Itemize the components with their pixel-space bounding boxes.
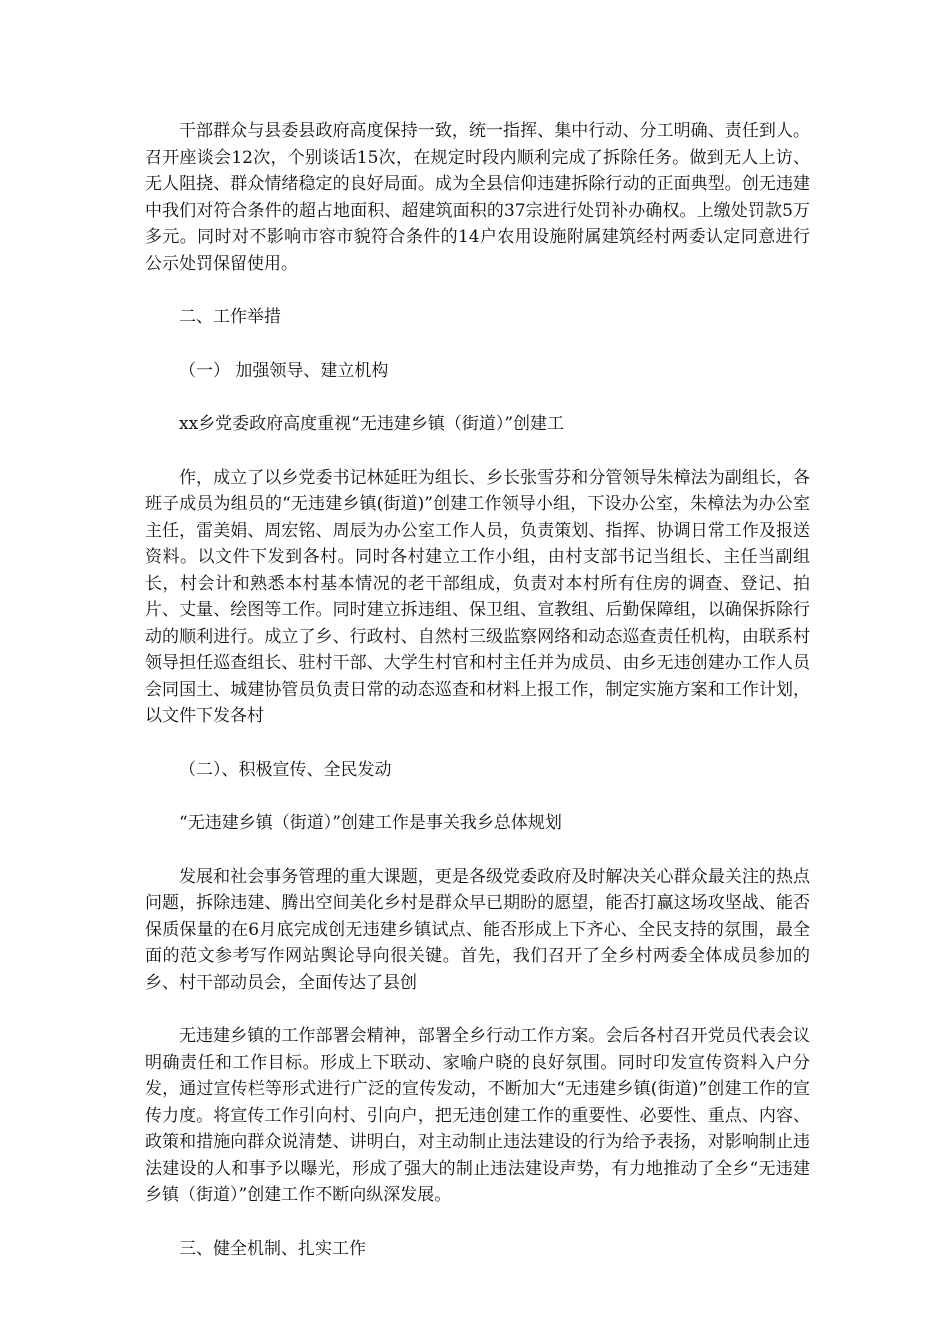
section-heading-mechanisms: 三、健全机制、扎实工作 [179,1238,366,1259]
section-heading-work-measures: 二、工作举措 [179,307,281,327]
paragraph-demolition-results: 干部群众与县委县政府高度保持一致，统一指挥、集中行动、分工明确、责任到人。召开座谈会12次，个别谈话15次，在规定时段内顺利完成了拆除任务。做到无人上访、无人阻挠、群众情绪稳定的良好局面。成为全县信仰违建拆除行动的正面典型。创无违建中我们对符合条件的超占地面积、超建筑面积的37宗进行处罚补办确权。上缴处罚款5万多元。同时对不影响市容市貌符合条件的14户农用设施附属建筑经村两委认定同意进行公示处罚保留使用。 [145,121,810,274]
paragraph-publicity-body: 发展和社会事务管理的重大课题，更是各级党委政府及时解决关心群众最关注的热点问题，拆除违建、腾出空间美化乡村是群众早已期盼的愿望，能否打赢这场攻坚战、能否保质保量的在6月底完成创无违建乡镇试点、能否形成上下齐心、全民支持的氛围，最全面的范文参考写作网站舆论导向很关键。首先，我们召开了全乡村两委全体成员参加的乡、村干部动员会，全面传达了县创 [145,866,810,993]
subsection-heading-publicity: （二）、积极宣传、全民发动 [179,759,392,780]
subsection-heading-leadership: （一） 加强领导、建立机构 [179,360,389,381]
paragraph-publicity-intro: “无违建乡镇（街道）”创建工作是事关我乡总体规划 [179,813,562,833]
paragraph-leadership-intro: xx乡党委政府高度重视“无违建乡镇（街道）”创建工 [179,414,565,434]
paragraph-publicity-deployment: 无违建乡镇的工作部署会精神，部署全乡行动工作方案。会后各村召开党员代表会议明确责任和工作目标。形成上下联动、家喻户晓的良好氛围。同时印发宣传资料入户分发，通过宣传栏等形式进行广泛的宣传发动，不断加大“无违建乡镇(街道)”创建工作的宣传力度。将宣传工作引向村、引向户，把无违创建工作的重要性、必要性、重点、内容、政策和措施向群众说清楚、讲明白，对主动制止违法建设的行为给予表扬，对影响制止违法建设的人和事予以曝光，形成了强大的制止违法建设声势，有力地推动了全乡“无违建乡镇（街道）”创建工作不断向纵深发展。 [145,1026,810,1205]
paragraph-leadership-body: 作，成立了以乡党委书记林延旺为组长、乡长张雪芬和分管领导朱樟法为副组长，各班子成员为组员的“无违建乡镇(街道)”创建工作领导小组，下设办公室，朱樟法为办公室主任，雷美娟、周宏铭、周辰为办公室工作人员，负责策划、指挥、协调日常工作及报送资料。以文件下发到各村。同时各村建立工作小组，由村支部书记当组长、主任当副组长，村会计和熟悉本村基本情况的老干部组成，负责对本村所有住房的调查、登记、拍片、丈量、绘图等工作。同时建立拆违组、保卫组、宣教组、后勤保障组，以确保拆除行动的顺利进行。成立了乡、行政村、自然村三级监察网络和动态巡查责任机构，由联系村领导担任巡查组长、驻村干部、大学生村官和村主任并为成员、由乡无违创建办工作人员会同国土、城建协管员负责日常的动态巡查和材料上报工作，制定实施方案和工作计划，以文件下发各村 [145,467,810,726]
document-body [145,118,810,1289]
